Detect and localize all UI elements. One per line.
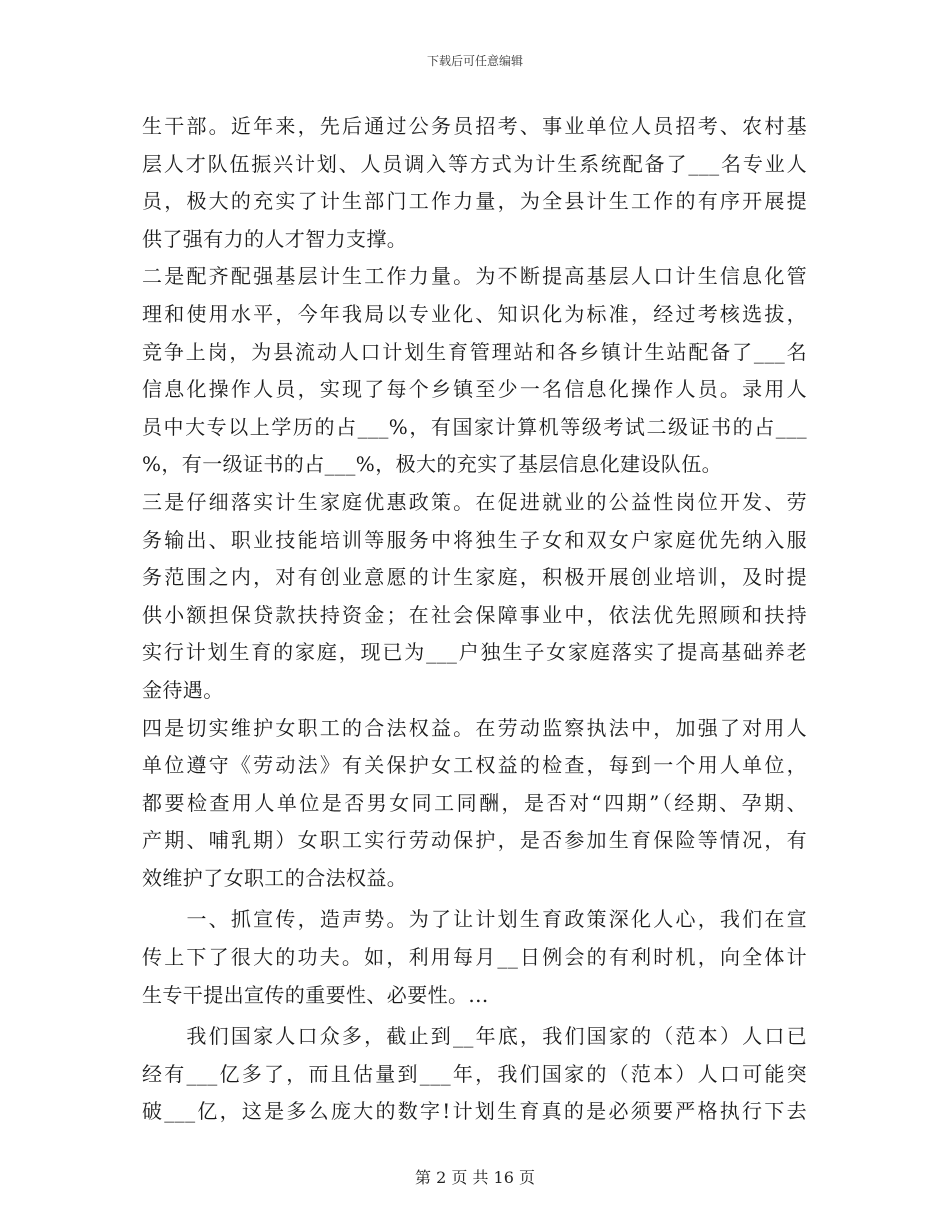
page-header: 下载后可任意编辑 — [426, 54, 523, 68]
text-line: 四是切实维护女职工的合法权益。在劳动监察执法中，加强了对用人 — [142, 715, 807, 740]
text-line: 竞争上岗，为县流动人口计划生育管理站和各乡镇计生站配备了___名 — [142, 339, 807, 364]
text-line: 生干部。近年来，先后通过公务员招考、事业单位人员招考、农村基 — [142, 114, 807, 138]
text-line: 员，极大的充实了计生部门工作力量，为全县计生工作的有序开展提 — [142, 189, 807, 214]
text-line: 破___亿，这是多么庞大的数字!计划生育真的是必须要严格执行下去 — [142, 1099, 807, 1124]
text-line: 务范围之内，对有创业意愿的计生家庭，积极开展创业培训，及时提 — [142, 565, 807, 590]
text-line: 二是配齐配强基层计生工作力量。为不断提高基层人口计生信息化管 — [142, 264, 807, 289]
text-line: 金待遇。 — [142, 677, 224, 702]
text-line: 传上下了很大的功夫。如，利用每月__日例会的有利时机，向全体计 — [142, 945, 807, 970]
text-line: 实行计划生育的家庭，现已为___户独生子女家庭落实了提高基础养老 — [142, 640, 807, 665]
text-line: 效维护了女职工的合法权益。 — [142, 865, 408, 890]
text-line: %，有一级证书的占___%，极大的充实了基层信息化建设队伍。 — [142, 452, 723, 477]
text-line: 产期、哺乳期）女职工实行劳动保护，是否参加生育保险等情况，有 — [142, 828, 807, 853]
text-line: 单位遵守《劳动法》有关保护女工权益的检查，每到一个用人单位， — [142, 753, 807, 778]
text-line: 务输出、职业技能培训等服务中将独生子女和双女户家庭优先纳入服 — [142, 527, 807, 552]
document-body — [142, 108, 807, 1131]
text-line: 供了强有力的人才智力支撑。 — [142, 226, 408, 251]
text-line: 理和使用水平，今年我局以专业化、知识化为标准，经过考核选拔， — [142, 301, 807, 326]
page-number: 第 2 页 共 16 页 — [415, 1168, 535, 1187]
text-line: 经有___亿多了，而且估量到___年，我们国家的（范本）人口可能突 — [142, 1061, 807, 1086]
text-line: 供小额担保贷款扶持资金；在社会保障事业中，依法优先照顾和扶持 — [142, 602, 807, 627]
text-line: 生专干提出宣传的重要性、必要性。... — [142, 982, 489, 1007]
text-line: 层人才队伍振兴计划、人员调入等方式为计生系统配备了___名专业人 — [142, 151, 807, 176]
text-line: 都要检查用人单位是否男女同工同酬，是否对“四期”（经期、孕期、 — [142, 790, 807, 815]
text-line: 三是仔细落实计生家庭优惠政策。在促进就业的公益性岗位开发、劳 — [142, 489, 807, 514]
text-line: 信息化操作人员，实现了每个乡镇至少一名信息化操作人员。录用人 — [142, 377, 807, 402]
text-line: 一、抓宣传，造声势。为了让计划生育政策深化人心，我们在宣 — [142, 907, 807, 932]
text-line: 员中大专以上学历的占___%，有国家计算机等级考试二级证书的占___ — [142, 414, 807, 439]
text-line: 我们国家人口众多，截止到__年底，我们国家的（范本）人口已 — [142, 1024, 807, 1049]
